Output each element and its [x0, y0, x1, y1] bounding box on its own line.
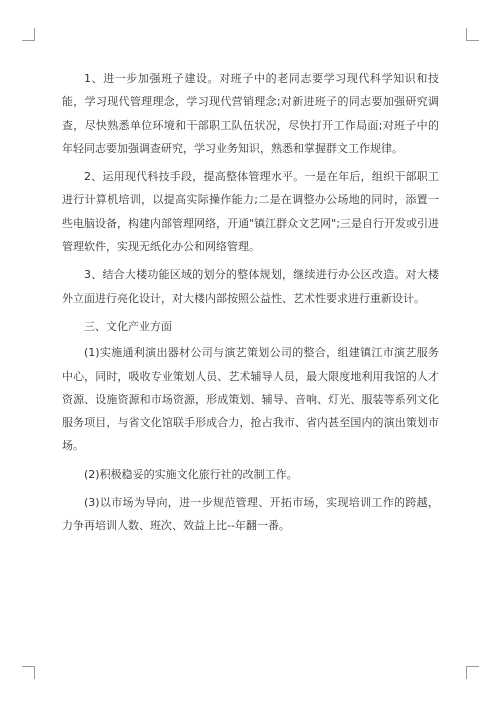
paragraph-training-expansion: (3)以市场为导向，进一步规范管理、开拓市场，实现培训工作的跨越，力争再培训人数、班次、效益上比--年翻一番。: [62, 496, 439, 533]
crop-mark-bottom-right: [466, 666, 479, 679]
document-body: [62, 67, 439, 543]
paragraph-performance-integration: (1)实施通利演出器材公司与演艺策划公司的整合，组建镇江市演艺服务中心，同时，吸收专业策划人员、艺术辅导人员，最大限度地利用我馆的人才资源、设施资源和市场资源，形成策划、辅导、音响、灯光、服装等系列文化服务项目，与省文化馆联手形成合力，抢占我市、省内甚至国内的演出策划市场。: [62, 346, 439, 453]
paragraph-team-building: 1、进一步加强班子建设。对班子中的老同志要学习现代科学知识和技能，学习现代管理理念，学习现代营销理念;对新进班子的同志要加强研究调查，尽快熟悉单位环境和干部职工队伍状况，尽快打开工作局面;对班子中的年轻同志要加强调查研究，学习业务知识，熟悉和掌握群文工作规律。: [62, 72, 439, 155]
crop-mark-bottom-left: [22, 666, 35, 679]
paragraph-building-renovation: 3、结合大楼功能区域的划分的整体规划，继续进行办公区改造。对大楼外立面进行亮化设计，对大楼内部按照公益性、艺术性要求进行重新设计。: [62, 268, 439, 305]
paragraph-travel-agency-reform: (2)积极稳妥的实施文化旅行社的改制工作。: [84, 467, 298, 481]
section-heading-culture-industry: 三、文化产业方面: [84, 319, 172, 333]
paragraph-technology-management: 2、运用现代科技手段，提高整体管理水平。一是在年后，组织干部职工进行计算机培训，以提高实际操作能力;二是在调整办公场地的同时，添置一些电脑设备，构建内部管理网络，开通"镇江群众文艺网";三是自行开发或引进管理软件，实现无纸化办公和网络管理。: [62, 170, 439, 254]
crop-mark-top-left: [22, 28, 35, 41]
crop-mark-top-right: [466, 28, 479, 41]
